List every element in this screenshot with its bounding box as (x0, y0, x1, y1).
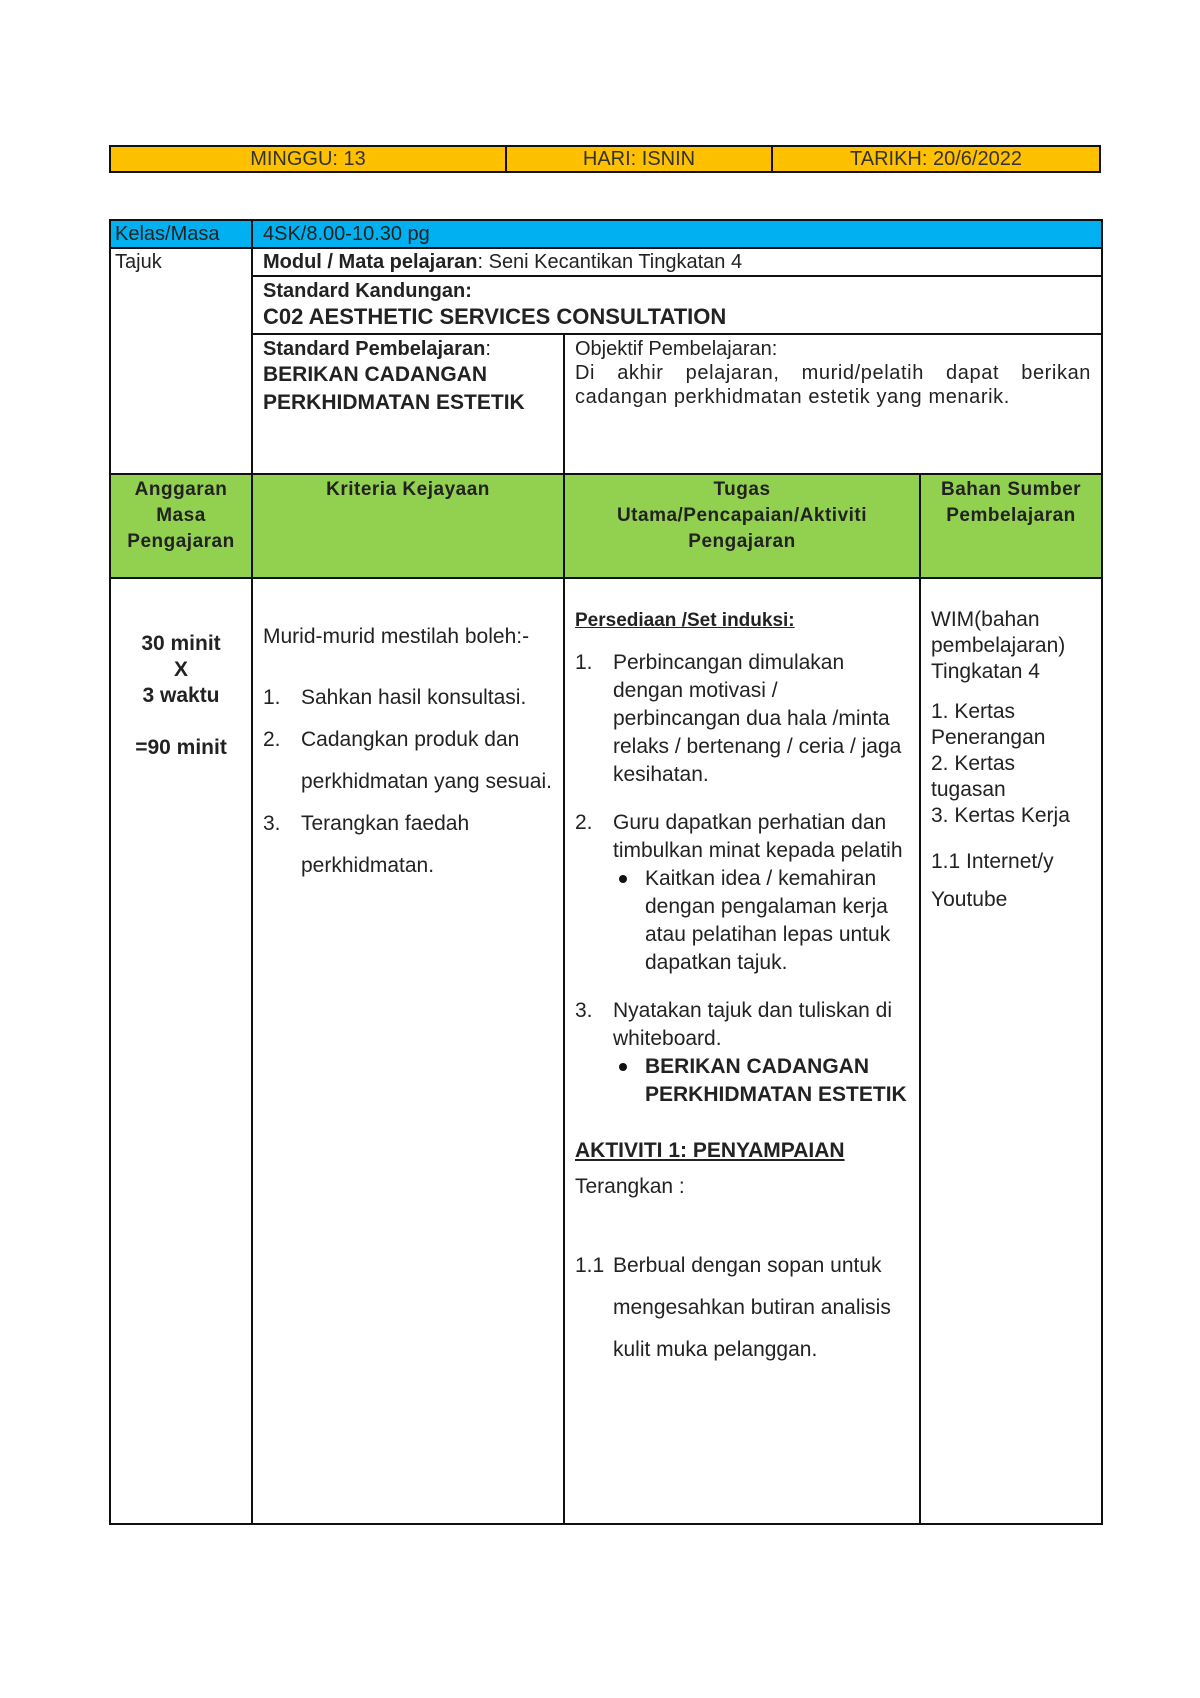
modul-row (252, 248, 1102, 276)
kriteria-intro: Murid-murid mestilah boleh:- (263, 625, 530, 648)
kriteria-item: 1. Sahkan hasil konsultasi. (263, 686, 527, 709)
col-header-kriteria: Kriteria Kejayaan (252, 474, 564, 578)
hari-cell: HARI: ISNIN (506, 146, 772, 172)
kelas-label: Kelas/Masa (110, 220, 252, 248)
col-header-bahan: Bahan Sumber Pembelajaran (920, 474, 1102, 578)
modul-label: Modul / Mata pelajaran (263, 251, 478, 273)
sub-item: 1.1 Berbual dengan sopan untuk mengesahkan butiran analisis kulit muka pelanggan. (575, 1254, 891, 1361)
standard-kandungan (252, 276, 1102, 334)
kriteria-cell (252, 578, 564, 1524)
kriteria-item: 2. Cadangkan produk dan perkhidmatan yang sesuai. (263, 728, 552, 793)
aktiviti-title: AKTIVITI 1: PENYAMPAIAN (575, 1139, 845, 1162)
masa-line3: 3 waktu (142, 684, 220, 707)
bahan-l4: 3. Kertas Kerja (931, 804, 1070, 827)
tugas-item: 3. Nyatakan tajuk dan tuliskan di whiteboard. BERIKAN CADANGAN PERKHIDMATAN ESTETIK (575, 997, 909, 1109)
bahan-l5: 1.1 Internet/y Youtube (931, 850, 1054, 911)
bahan-l1: WIM(bahan pembelajaran) Tingkatan 4 (931, 608, 1066, 683)
sk-label: Standard Kandungan: (263, 280, 472, 302)
header-table (109, 145, 1101, 173)
sp-label: Standard Pembelajaran (263, 338, 486, 360)
bahan-l2: 1. Kertas Penerangan (931, 700, 1046, 749)
tugas-item: 2. Guru dapatkan perhatian dan timbulkan minat kepada pelatih Kaitkan idea / kemahiran dengan pengalaman kerja atau pelatihan lepas untuk dapatkan tajuk. (575, 809, 909, 977)
tugas-bullet-bold: BERIKAN CADANGAN PERKHIDMATAN ESTETIK (613, 1053, 909, 1109)
set-title: Persediaan /Set induksi: (575, 610, 795, 631)
tarikh-cell: TARIKH: 20/6/2022 (772, 146, 1100, 172)
terangkan: Terangkan : (575, 1175, 685, 1198)
modul-value: : Seni Kecantikan Tingkatan 4 (477, 251, 743, 273)
masa-cell (110, 578, 252, 1524)
tajuk-label: Tajuk (110, 248, 252, 474)
masa-line1: 30 minit (141, 632, 221, 655)
kriteria-item: 3. Terangkan faedah perkhidmatan. (263, 812, 470, 877)
sp-colon: : (485, 338, 491, 360)
tugas-bullet: Kaitkan idea / kemahiran dengan pengalaman kerja atau pelatihan lepas untuk dapatkan tajuk. (613, 865, 909, 977)
bahan-cell (920, 578, 1102, 1524)
tugas-cell (564, 578, 920, 1524)
minggu-cell: MINGGU: 13 (110, 146, 506, 172)
objektif-value: Di akhir pelajaran, murid/pelatih dapat berikan cadangan perkhidmatan estetik yang menarik. (575, 362, 1092, 408)
sp-value: BERIKAN CADANGAN PERKHIDMATAN ESTETIK (263, 363, 525, 414)
col-header-masa: Anggaran Masa Pengajaran (110, 474, 252, 578)
standard-pembelajaran (252, 334, 564, 474)
masa-line4: =90 minit (135, 736, 227, 759)
col-header-tugas: Tugas Utama/Pencapaian/Aktiviti Pengajaran (564, 474, 920, 578)
lesson-plan-table (109, 219, 1103, 1525)
masa-line2: X (173, 658, 188, 681)
kelas-value: 4SK/8.00-10.30 pg (252, 220, 1102, 248)
tugas-item: 1. Perbincangan dimulakan dengan motivasi / perbincangan dua hala /minta relaks / bertenang / ceria / jaga kesihatan. (575, 651, 902, 786)
bahan-l3: 2. Kertas tugasan (931, 752, 1016, 801)
sk-value: C02 AESTHETIC SERVICES CONSULTATION (263, 304, 727, 329)
objektif (564, 334, 1102, 474)
objektif-label: Objektif Pembelajaran: (575, 338, 778, 360)
